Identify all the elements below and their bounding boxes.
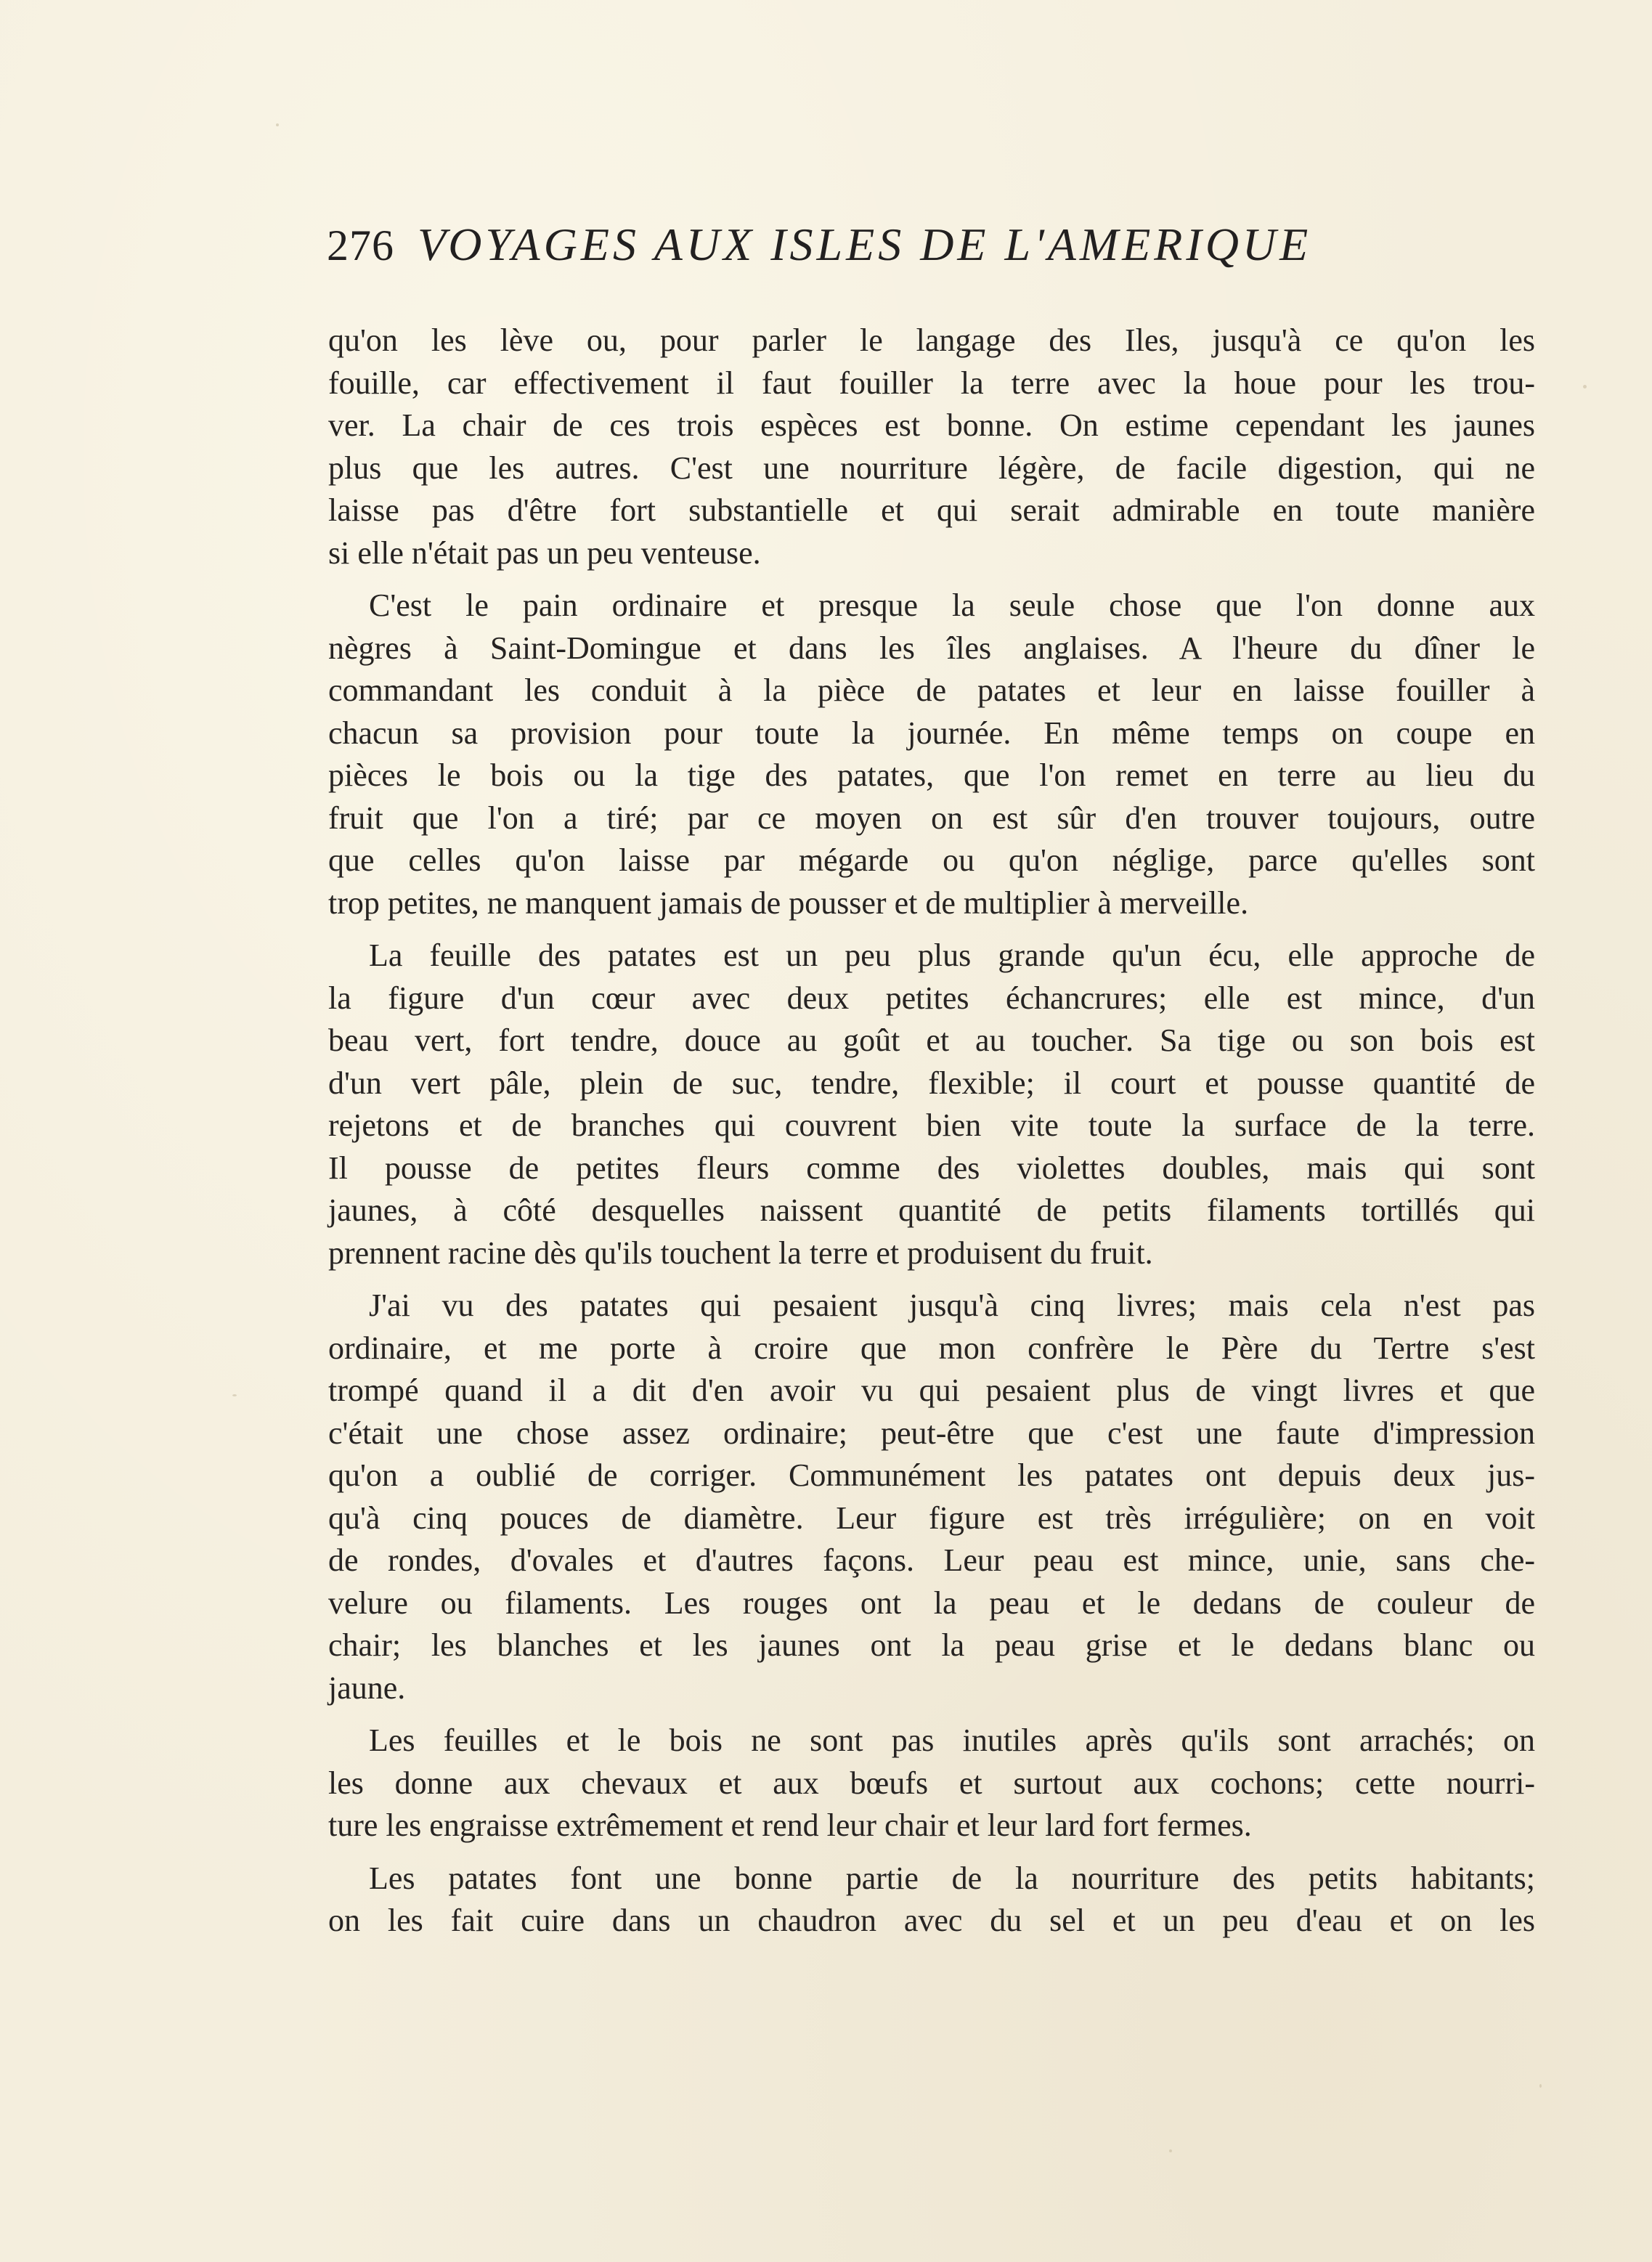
text-line: commandant les conduit à la pièce de patates et leur en laisse fouiller à [328,672,1535,708]
body-text [328,320,1535,1942]
paragraph [328,585,1535,924]
paper-speck [232,1394,237,1396]
paragraph [328,1285,1535,1709]
running-header [327,218,1547,283]
running-title: VOYAGES AUX ISLES DE L'AMERIQUE [418,219,1312,270]
text-line: fouille, car effectivement il faut fouiller la terre avec la houe pour les trou- [328,365,1535,401]
text-line: trompé quand il a dit d'en avoir vu qui pesaient plus de vingt livres et que [328,1372,1535,1408]
text-line: qu'à cinq pouces de diamètre. Leur figure est très irrégulière; on en voit [328,1500,1535,1536]
text-line: qu'on a oublié de corriger. Communément les patates ont depuis deux jus- [328,1457,1535,1493]
paragraph [328,935,1535,1274]
text-line: laisse pas d'être fort substantielle et qui serait admirable en toute manière [328,492,1535,528]
text-line: La feuille des patates est un peu plus grande qu'un écu, elle approche de [369,937,1535,973]
paragraph [328,1858,1535,1942]
paragraph [328,1720,1535,1847]
text-line: nègres à Saint-Domingue et dans les îles anglaises. A l'heure du dîner le [328,630,1535,666]
text-line: Les patates font une bonne partie de la nourriture des petits habitants; [369,1860,1535,1896]
text-line: la figure d'un cœur avec deux petites échancrures; elle est mince, d'un [328,980,1535,1016]
paper-speck [1583,385,1587,388]
paper-speck [1539,2084,1542,2088]
text-line: ture les engraisse extrêmement et rend leur chair et leur lard fort fermes. [328,1807,1252,1843]
text-line: rejetons et de branches qui couvrent bien vite toute la surface de la terre. [328,1107,1535,1143]
text-line: Il pousse de petites fleurs comme des violettes doubles, mais qui sont [328,1150,1535,1186]
text-line: on les fait cuire dans un chaudron avec du sel et un peu d'eau et on les [328,1903,1535,1938]
text-line: plus que les autres. C'est une nourriture légère, de facile digestion, qui ne [328,449,1535,486]
text-line: ver. La chair de ces trois espèces est bonne. On estime cependant les jaunes [328,407,1535,443]
text-line: ordinaire, et me porte à croire que mon confrère le Père du Tertre s'est [328,1330,1535,1366]
text-line: Les feuilles et le bois ne sont pas inutiles après qu'ils sont arrachés; on [369,1722,1535,1758]
text-line: c'était une chose assez ordinaire; peut-être que c'est une faute d'impression [328,1415,1535,1451]
text-line: trop petites, ne manquent jamais de pousser et de multiplier à merveille. [328,884,1249,921]
text-line: fruit que l'on a tiré; par ce moyen on est sûr d'en trouver toujours, outre [328,800,1535,836]
paper-speck [1169,2149,1172,2152]
paper-speck [276,123,279,126]
text-line: chacun sa provision pour toute la journée. En même temps on coupe en [328,715,1535,751]
text-line: pièces le bois ou la tige des patates, que l'on remet en terre au lieu du [328,757,1535,793]
text-line: velure ou filaments. Les rouges ont la peau et le dedans de couleur de [328,1584,1535,1621]
text-line: jaune. [328,1669,406,1706]
text-line: C'est le pain ordinaire et presque la seule chose que l'on donne aux [369,587,1535,623]
text-line: beau vert, fort tendre, douce au goût et au toucher. Sa tige ou son bois est [328,1022,1535,1058]
text-line: que celles qu'on laisse par mégarde ou qu'on néglige, parce qu'elles sont [328,842,1535,878]
text-line: jaunes, à côté desquelles naissent quantité de petits filaments tortillés qui [328,1192,1535,1228]
text-line: les donne aux chevaux et aux bœufs et surtout aux cochons; cette nourri- [328,1765,1535,1801]
text-line: de rondes, d'ovales et d'autres façons. Leur peau est mince, unie, sans che- [328,1542,1535,1578]
page-number: 276 [327,221,394,269]
text-line: chair; les blanches et les jaunes ont la peau grise et le dedans blanc ou [328,1627,1535,1663]
text-line: J'ai vu des patates qui pesaient jusqu'à cinq livres; mais cela n'est pas [369,1287,1535,1323]
text-line: qu'on les lève ou, pour parler le langage des Iles, jusqu'à ce qu'on les [328,322,1535,358]
paragraph [328,320,1535,574]
text-line: prennent racine dès qu'ils touchent la terre et produisent du fruit. [328,1234,1153,1271]
text-line: si elle n'était pas un peu venteuse. [328,534,761,571]
text-line: d'un vert pâle, plein de suc, tendre, flexible; il court et pousse quantité de [328,1065,1535,1101]
